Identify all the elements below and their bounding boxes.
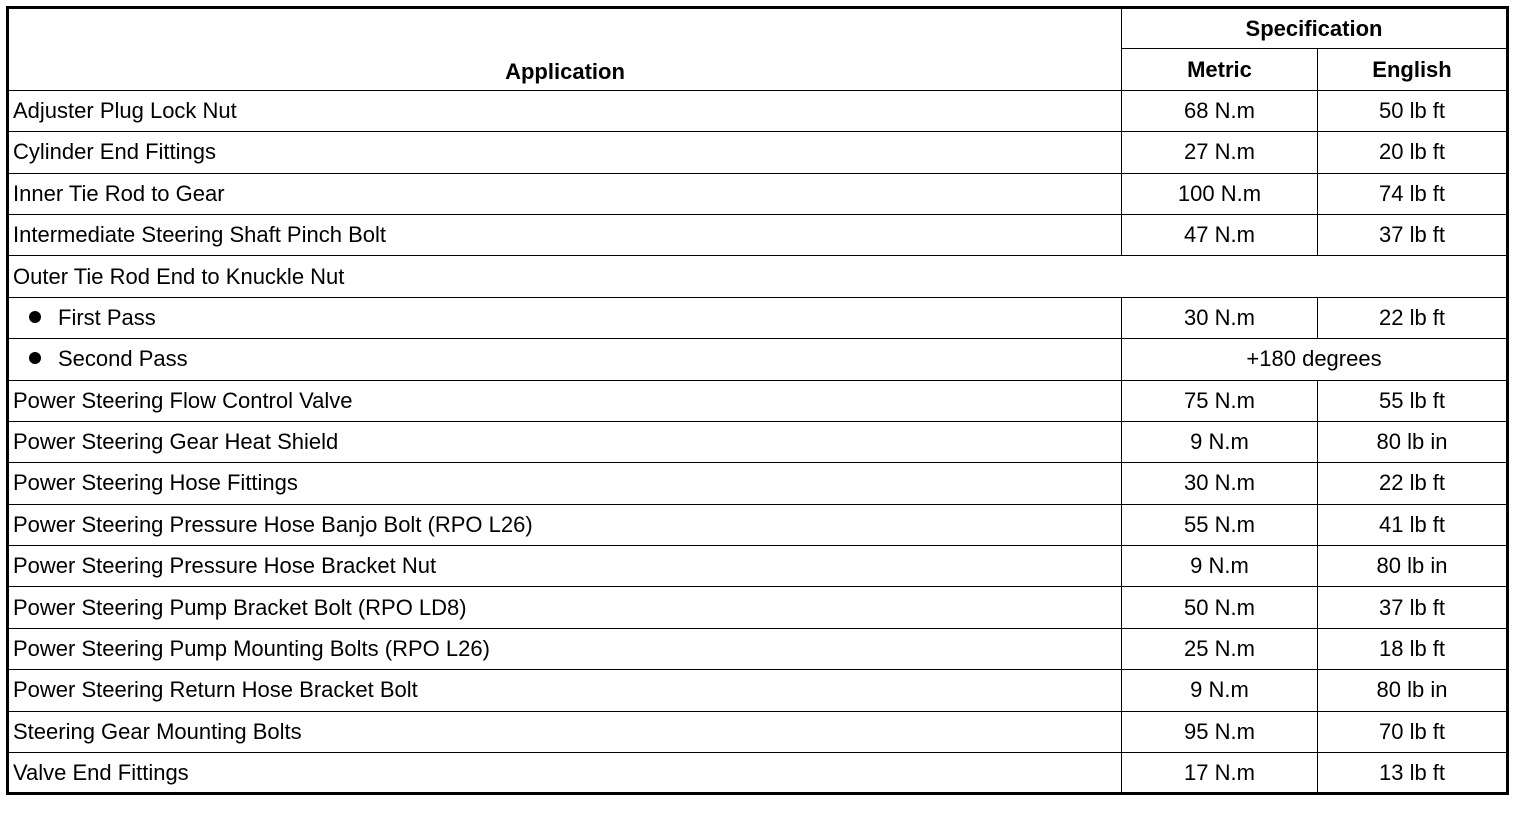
metric-cell: 68 N.m	[1122, 90, 1318, 131]
table-row	[8, 711, 1508, 752]
application-header: Application	[8, 8, 1122, 91]
table-row	[8, 753, 1508, 794]
bullet-icon	[29, 352, 41, 364]
bullet-icon	[29, 311, 41, 323]
metric-cell: 9 N.m	[1122, 546, 1318, 587]
application-cell: Power Steering Pump Mounting Bolts (RPO L26)	[8, 628, 1122, 669]
metric-cell: 55 N.m	[1122, 504, 1318, 545]
english-cell: 74 lb ft	[1318, 173, 1508, 214]
application-cell: Power Steering Pressure Hose Banjo Bolt (RPO L26)	[8, 504, 1122, 545]
application-cell: Outer Tie Rod End to Knuckle Nut	[8, 256, 1508, 297]
english-cell: 41 lb ft	[1318, 504, 1508, 545]
table-row	[8, 132, 1508, 173]
application-cell: Power Steering Pump Bracket Bolt (RPO LD8)	[8, 587, 1122, 628]
table-row	[8, 546, 1508, 587]
table-row	[8, 463, 1508, 504]
fastener-spec-table	[6, 6, 1509, 795]
specification-header: Specification	[1122, 8, 1508, 49]
table-row	[8, 587, 1508, 628]
metric-cell: 100 N.m	[1122, 173, 1318, 214]
spec-merged-cell: +180 degrees	[1122, 339, 1508, 380]
sub-item-label: Second Pass	[58, 346, 188, 372]
table-row	[8, 628, 1508, 669]
metric-cell: 27 N.m	[1122, 132, 1318, 173]
english-cell: 80 lb in	[1318, 421, 1508, 462]
sub-item-label: First Pass	[58, 304, 156, 330]
english-cell: 13 lb ft	[1318, 753, 1508, 794]
metric-cell: 50 N.m	[1122, 587, 1318, 628]
metric-cell: 95 N.m	[1122, 711, 1318, 752]
english-cell: 22 lb ft	[1318, 463, 1508, 504]
metric-cell: 30 N.m	[1122, 463, 1318, 504]
english-cell: 20 lb ft	[1318, 132, 1508, 173]
application-cell-sub	[8, 339, 1122, 380]
application-cell: Intermediate Steering Shaft Pinch Bolt	[8, 214, 1122, 255]
application-cell-sub	[8, 297, 1122, 338]
metric-cell: 30 N.m	[1122, 297, 1318, 338]
metric-header: Metric	[1122, 49, 1318, 90]
application-cell: Power Steering Pressure Hose Bracket Nut	[8, 546, 1122, 587]
application-cell: Cylinder End Fittings	[8, 132, 1122, 173]
table-row	[8, 670, 1508, 711]
application-cell: Power Steering Return Hose Bracket Bolt	[8, 670, 1122, 711]
application-cell: Inner Tie Rod to Gear	[8, 173, 1122, 214]
english-cell: 50 lb ft	[1318, 90, 1508, 131]
english-cell: 18 lb ft	[1318, 628, 1508, 669]
metric-cell: 9 N.m	[1122, 421, 1318, 462]
table-row	[8, 90, 1508, 131]
table-row-group-heading	[8, 256, 1508, 297]
application-cell: Adjuster Plug Lock Nut	[8, 90, 1122, 131]
english-cell: 37 lb ft	[1318, 214, 1508, 255]
metric-cell: 75 N.m	[1122, 380, 1318, 421]
table-row	[8, 297, 1508, 338]
table-row	[8, 380, 1508, 421]
metric-cell: 47 N.m	[1122, 214, 1318, 255]
english-cell: 70 lb ft	[1318, 711, 1508, 752]
application-cell: Steering Gear Mounting Bolts	[8, 711, 1122, 752]
table-row	[8, 214, 1508, 255]
english-cell: 37 lb ft	[1318, 587, 1508, 628]
application-cell: Valve End Fittings	[8, 753, 1122, 794]
metric-cell: 9 N.m	[1122, 670, 1318, 711]
english-cell: 22 lb ft	[1318, 297, 1508, 338]
metric-cell: 17 N.m	[1122, 753, 1318, 794]
header-row-top	[8, 8, 1508, 49]
table-row	[8, 339, 1508, 380]
english-cell: 55 lb ft	[1318, 380, 1508, 421]
english-cell: 80 lb in	[1318, 670, 1508, 711]
application-cell: Power Steering Flow Control Valve	[8, 380, 1122, 421]
application-cell: Power Steering Hose Fittings	[8, 463, 1122, 504]
table-row	[8, 504, 1508, 545]
application-cell: Power Steering Gear Heat Shield	[8, 421, 1122, 462]
table-row	[8, 173, 1508, 214]
metric-cell: 25 N.m	[1122, 628, 1318, 669]
english-header: English	[1318, 49, 1508, 90]
english-cell: 80 lb in	[1318, 546, 1508, 587]
table-row	[8, 421, 1508, 462]
